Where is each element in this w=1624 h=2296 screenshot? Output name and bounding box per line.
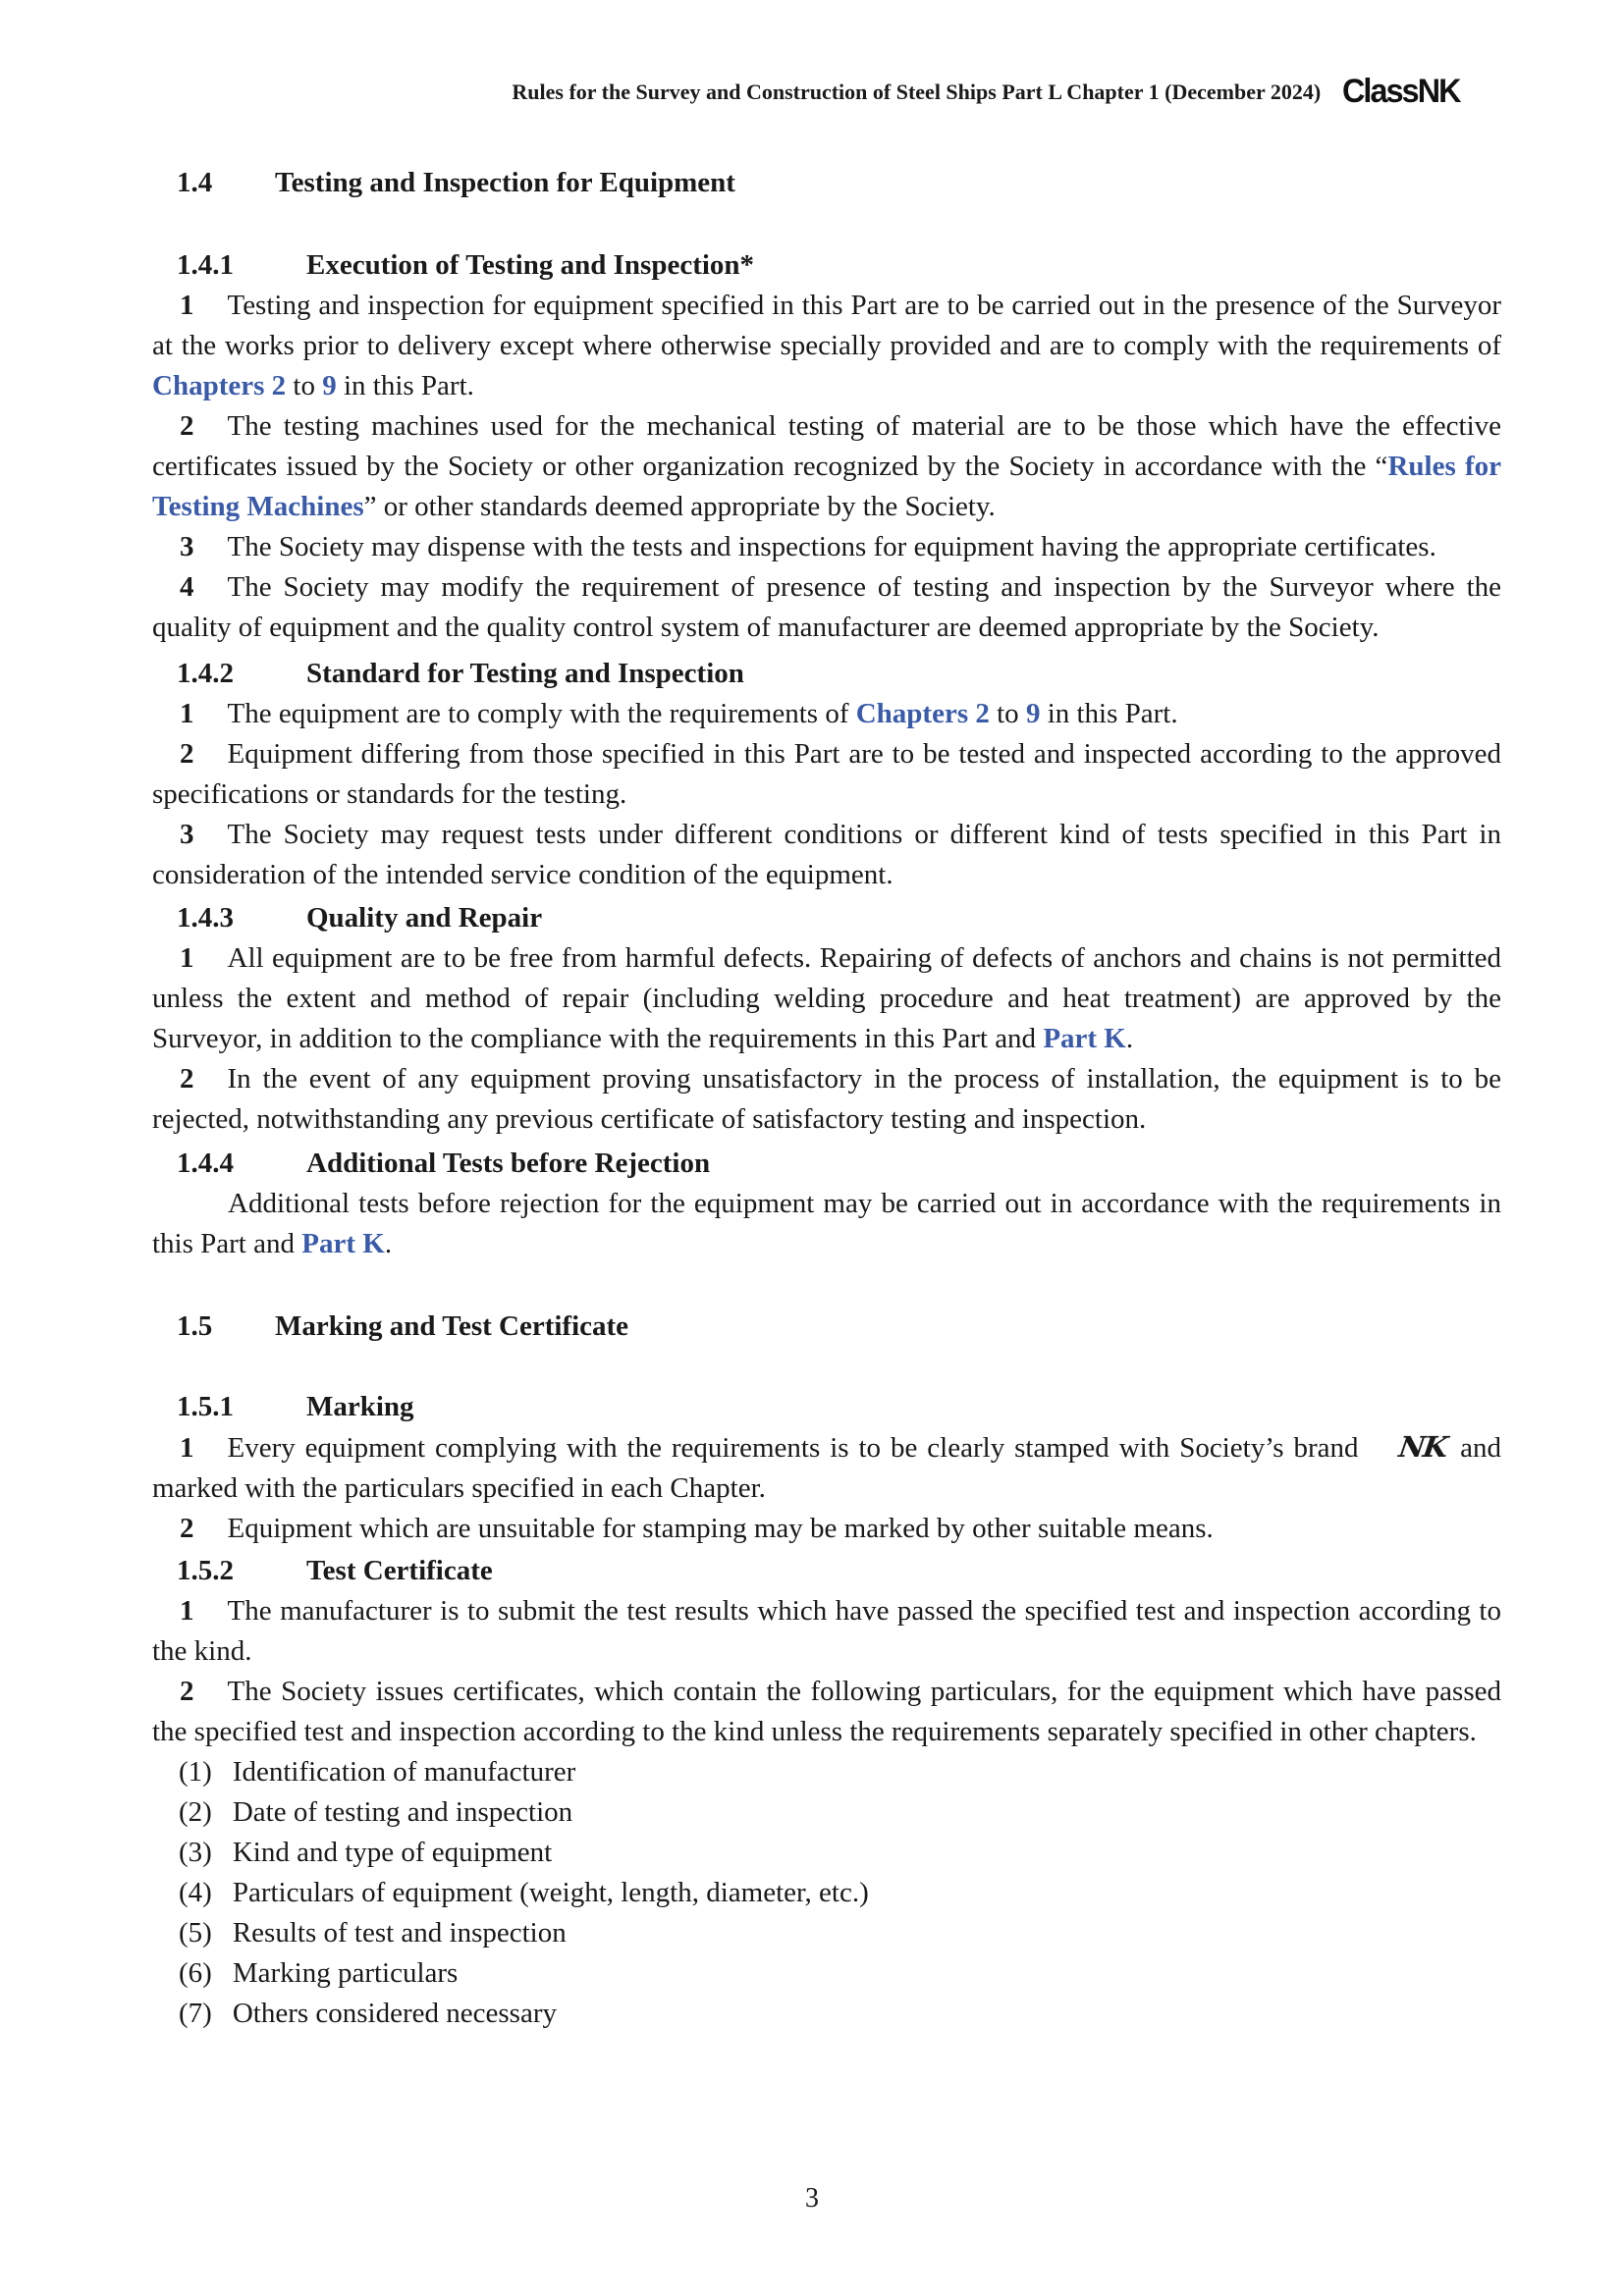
text-run: in this Part.: [336, 370, 474, 401]
paragraph-1-4-1-1: [152, 286, 1501, 406]
paragraph-text: [152, 1188, 1501, 1259]
paragraph-text: [152, 290, 1501, 401]
paragraph-1-5-1-1: [152, 1427, 1501, 1509]
text-run: .: [1125, 1023, 1134, 1054]
text-run: .: [384, 1228, 393, 1259]
paragraph-text: [152, 942, 1501, 1054]
paragraph-1-4-4-body: [152, 1184, 1501, 1264]
text-run: All equipment are to be free from harmful defects. Repairing of defects of anchors and chains is not permitted unless the extent and method of repair (including welding procedure and heat treatment) are approved by the Surveyor, in addition to the compliance with the requirements in this Part and: [152, 942, 1501, 1054]
list-item-5: [152, 1913, 1501, 1953]
paragraph-1-4-3-2: [152, 1059, 1501, 1140]
list-item-3: [152, 1833, 1501, 1873]
cross-reference-link[interactable]: Chapters 2: [855, 698, 990, 729]
section-heading-1-5-2: [152, 1551, 1501, 1591]
paragraph-1-4-2-3: [152, 815, 1501, 895]
section-number: 1.5.1: [177, 1391, 234, 1422]
document-body: [152, 163, 1501, 2034]
text-run: Testing and inspection for equipment specified in this Part are to be carried out in the presence of the Surveyor at the works prior to delivery except where otherwise specially provided and are to comply with the requirements of: [152, 290, 1501, 361]
paragraph-number: 1: [180, 698, 194, 729]
text-run: Every equipment complying with the requirements is to be clearly stamped with Society’s brand: [227, 1432, 1369, 1464]
cross-reference-link[interactable]: Rules for Testing Machines: [152, 451, 1501, 522]
section-title: Test Certificate: [306, 1555, 493, 1586]
list-item-number: (2): [179, 1796, 212, 1828]
text-run: to: [286, 370, 323, 401]
paragraph-number: 1: [180, 1595, 194, 1627]
text-run: In the event of any equipment proving unsatisfactory in the process of installation, the equipment is to be rejected, notwithstanding any previous certificate of satisfactory testing and inspection.: [152, 1063, 1501, 1135]
text-run: The Society may modify the requirement of presence of testing and inspection by the Surveyor where the quality of equipment and the quality control system of manufacturer are deemed appropriate by the Society.: [152, 571, 1501, 643]
cross-reference-link[interactable]: Chapters 2: [152, 370, 287, 401]
paragraph-number: 2: [180, 1513, 194, 1544]
paragraph-text: [228, 1513, 1214, 1544]
paragraph-text: [152, 819, 1501, 890]
cross-reference-link[interactable]: Part K: [301, 1228, 385, 1259]
cross-reference-link[interactable]: Part K: [1043, 1023, 1126, 1054]
section-title: Testing and Inspection for Equipment: [275, 167, 735, 198]
section-heading-1-4-1: [152, 245, 1501, 286]
list-item-7: [152, 1994, 1501, 2034]
text-run: The testing machines used for the mechanical testing of material are to be those which have the effective certificates issued by the Society or other organization recognized by the Society in accordance with the “: [152, 410, 1501, 482]
list-item-text: Identification of manufacturer: [232, 1756, 576, 1788]
list-item-number: (7): [179, 1998, 212, 2029]
text-run: Equipment which are unsuitable for stamping may be marked by other suitable means.: [227, 1513, 1214, 1544]
list-item-text: Particulars of equipment (weight, length, diameter, etc.): [232, 1877, 869, 1908]
paragraph-number: 3: [180, 531, 194, 562]
list-item-6: [152, 1953, 1501, 1994]
text-run: The Society issues certificates, which contain the following particulars, for the equipment which have passed the specified test and inspection according to the kind unless the requirements separately specified in other chapters.: [152, 1676, 1501, 1747]
paragraph-1-4-3-1: [152, 938, 1501, 1059]
paragraph-1-4-1-4: [152, 567, 1501, 648]
list-item-text: Marking particulars: [232, 1957, 459, 1989]
list-item-text: Others considered necessary: [232, 1998, 557, 2029]
paragraph-number: 2: [180, 410, 194, 442]
list-item-text: Results of test and inspection: [232, 1917, 567, 1949]
section-number: 1.4.1: [177, 249, 234, 281]
section-number: 1.5: [177, 1310, 213, 1342]
list-item-1: [152, 1752, 1501, 1792]
paragraph-1-4-1-3: [152, 527, 1501, 567]
running-header-title: Rules for the Survey and Construction of Steel Ships Part L Chapter 1 (December 2024): [512, 79, 1322, 104]
paragraph-text: [152, 571, 1501, 643]
section-heading-1-5: [152, 1307, 1501, 1347]
paragraph-number: 2: [180, 1063, 194, 1095]
section-heading-1-4-2: [152, 654, 1501, 694]
text-run: The Society may dispense with the tests and inspections for equipment having the appropriate certificates.: [227, 531, 1436, 562]
text-run: The Society may request tests under different conditions or different kind of tests specified in this Part in consideration of the intended service condition of the equipment.: [152, 819, 1501, 890]
cross-reference-link[interactable]: 9: [322, 370, 337, 401]
paragraph-1-5-2-2: [152, 1672, 1501, 1752]
paragraph-number: 2: [180, 1676, 194, 1707]
paragraph-1-5-2-1: [152, 1591, 1501, 1672]
paragraph-number: 1: [180, 942, 194, 974]
text-run: The manufacturer is to submit the test results which have passed the specified test and inspection according to the kind.: [152, 1595, 1501, 1667]
paragraph-text: [152, 1676, 1501, 1747]
nk-brand-mark: NK: [1397, 1430, 1449, 1464]
paragraph-1-4-2-1: [152, 694, 1501, 734]
text-run: Additional tests before rejection for the equipment may be carried out in accordance with the requirements in this Part and: [152, 1188, 1501, 1259]
paragraph-text: [152, 1432, 1501, 1504]
section-heading-1-4-4: [152, 1144, 1501, 1184]
text-run: Equipment differing from those specified in this Part are to be tested and inspected according to the approved specifications or standards for the testing.: [152, 738, 1501, 810]
section-title: Execution of Testing and Inspection*: [306, 249, 755, 281]
list-item-number: (1): [179, 1756, 212, 1788]
text-run: to: [989, 698, 1026, 729]
classnk-logo: ClassNK: [1342, 73, 1460, 110]
paragraph-number: 4: [180, 571, 194, 603]
list-item-4: [152, 1873, 1501, 1913]
section-heading-1-5-1: [152, 1387, 1501, 1427]
page-number: 3: [805, 2183, 819, 2214]
paragraph-1-4-1-2: [152, 406, 1501, 527]
list-item-number: (4): [179, 1877, 212, 1908]
text-run: ” or other standards deemed appropriate by the Society.: [363, 491, 996, 522]
paragraph-1-5-1-2: [152, 1509, 1501, 1549]
list-item-number: (5): [179, 1917, 212, 1949]
section-title: Quality and Repair: [306, 902, 543, 934]
text-run: The equipment are to comply with the requirements of: [227, 698, 856, 729]
paragraph-number: 2: [180, 738, 194, 770]
paragraph-text: [228, 531, 1436, 562]
list-item-text: Kind and type of equipment: [232, 1837, 553, 1868]
paragraph-text: [152, 410, 1501, 522]
list-item-2: [152, 1792, 1501, 1833]
section-title: Additional Tests before Rejection: [306, 1148, 711, 1179]
section-number: 1.4: [177, 167, 213, 198]
cross-reference-link[interactable]: 9: [1025, 698, 1041, 729]
list-item-number: (3): [179, 1837, 212, 1868]
paragraph-text: [152, 1595, 1501, 1667]
section-number: 1.4.2: [177, 658, 234, 689]
paragraph-text: [152, 738, 1501, 810]
text-run: and marked with the particulars specified in each Chapter.: [152, 1432, 1501, 1504]
section-heading-1-4-3: [152, 898, 1501, 938]
paragraph-text: [152, 1063, 1501, 1135]
section-number: 1.4.4: [177, 1148, 234, 1179]
section-title: Marking and Test Certificate: [275, 1310, 629, 1342]
paragraph-number: 3: [180, 819, 194, 850]
section-title: Marking: [306, 1391, 414, 1422]
paragraph-text: [228, 698, 1178, 729]
paragraph-number: 1: [180, 1432, 194, 1464]
paragraph-number: 1: [180, 290, 194, 321]
paragraph-1-4-2-2: [152, 734, 1501, 815]
list-item-number: (6): [179, 1957, 212, 1989]
section-number: 1.5.2: [177, 1555, 234, 1586]
text-run: in this Part.: [1040, 698, 1178, 729]
page-header: [512, 73, 1466, 111]
section-title: Standard for Testing and Inspection: [306, 658, 744, 689]
list-item-text: Date of testing and inspection: [232, 1796, 573, 1828]
section-heading-1-4: [152, 163, 1501, 203]
section-number: 1.4.3: [177, 902, 234, 934]
